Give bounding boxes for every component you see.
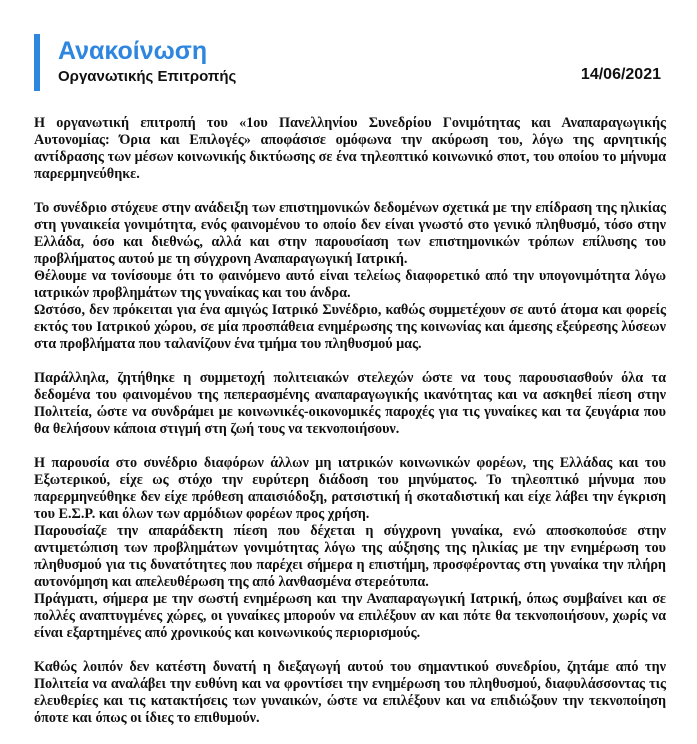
paragraph-line: Πράγματι, σήμερα με την σωστή ενημέρωση και την Αναπαραγωγική Ιατρική, όπως συμβαίνει και σε πολλές αναπτυγμένες χώρες, οι γυναίκες μπορούν να επιλέξουν αν και πότε θα τεκνοποιήσουν, χωρίς να είναι εξαρτημένες από χρονικούς και κοινωνικούς περιορισμούς. xyxy=(34,591,666,641)
paragraph-line: Παράλληλα, ζητήθηκε η συμμετοχή πολιτειακών στελεχών ώστε να τους παρουσιασθούν όλα τα δεδομένα του φαινομένου της πεπερασμένης αναπαραγωγικής ικανότητας και να ασκηθεί πίεση στην Πολιτεία, ώστε να συνδράμει με κοινωνικές-οικονομικές παροχές για τις γυναίκες και τα ζευγάρια που θα θελήσουν κάποια στιγμή στη ζωή τους να τεκνοποιήσουν. xyxy=(34,370,666,437)
accent-bar xyxy=(34,34,40,91)
paragraph-block xyxy=(34,115,666,183)
announcement-date: 14/06/2021 xyxy=(580,66,661,83)
paragraph-line: Η παρουσία στο συνέδριο διαφόρων άλλων μη ιατρικών κοινωνικών φορέων, της Ελλάδας και του Εξωτερικού, είχε ως στόχο την ευρύτερη διάδοση του μηνύματος. Το τηλεοπτικό μήνυμα που παρερμηνεύθηκε δεν είχε πρόθεση απαισιόδοξη, ρατσιστική ή σκοταδιστική και είχε λάβει την έγκριση του Ε.Σ.Ρ. και όλων των αρμόδιων φορέων προς χρήση. xyxy=(34,455,666,522)
paragraph-line: Το συνέδριο στόχευε στην ανάδειξη των επιστημονικών δεδομένων σχετικά με την επίδραση της ηλικίας στη γυναικεία γονιμότητα, ενός φαινομένου το οποίο δεν είναι γνωστό στο γενικό πληθυσμό, τόσο στην Ελλάδα, όσο και διεθνώς, αλλά και στην παρουσίαση των επιστημονικών τρόπων επίλυσης του προβλήματος αυτού με τη σύγχρονη Αναπαραγωγική Ιατρική. xyxy=(34,200,666,267)
paragraph-block xyxy=(34,370,666,438)
paragraph-line: Καθώς λοιπόν δεν κατέστη δυνατή η διεξαγωγή αυτού του σημαντικού συνεδρίου, ζητάμε από την Πολιτεία να αναλάβει την ευθύνη και να φροντίσει την ενημέρωση του πληθυσμού, διαφυλάσσοντας τις ελευθερίες και τις κατακτήσεις των γυναικών, ώστε να επιλέξουν και να επιδιώξουν την τεκνοποίηση όποτε και όπως οι ίδιες το επιθυμούν. xyxy=(34,659,666,726)
paragraph-line: Παρουσίαζε την απαράδεκτη πίεση που δέχεται η σύγχρονη γυναίκα, ενώ αποσκοπούσε στην αντιμετώπιση των προβλημάτων γονιμότητας λόγω της αύξησης της ηλικίας με την ενημέρωση του πληθυσμού για τις δυνατότητες που παρέχει σήμερα η επιστήμη, προσφέροντας στη γυναίκα την πλήρη αυτονόμηση και απελευθέρωση της από λανθασμένα στερεότυπα. xyxy=(34,523,666,590)
paragraph-line: Θέλουμε να τονίσουμε ότι το φαινόμενο αυτό είναι τελείως διαφορετικό από την υπογονιμότητα λόγω ιατρικών προβλημάτων της γυναίκας και του άνδρα. xyxy=(34,268,666,301)
paragraph-block xyxy=(34,659,666,727)
page-subtitle: Οργανωτικής Επιτροπής xyxy=(58,68,237,85)
page-title: Ανακοίνωση xyxy=(58,37,208,65)
announcement-body xyxy=(34,115,666,744)
paragraph-block xyxy=(34,455,666,642)
paragraph-line: Ωστόσο, δεν πρόκειται για ένα αμιγώς Ιατρικό Συνέδριο, καθώς συμμετέχουν σε αυτό άτομα και φορείς εκτός του Ιατρικού χώρου, σε μία προσπάθεια ενημέρωσης της κοινωνίας και άμεσης εξεύρεσης λύσεων στα προβλήματα που ταλανίζουν ένα τμήμα του πληθυσμού μας. xyxy=(34,302,666,352)
paragraph-block xyxy=(34,200,666,353)
paragraph-line: Η οργανωτική επιτροπή του «1ου Πανελληνίου Συνεδρίου Γονιμότητας και Αναπαραγωγικής Αυτονομίας: Όρια και Επιλογές» αποφάσισε ομόφωνα την ακύρωση του, λόγω της αρνητικής αντίδρασης των μέσων κοινωνικής δικτύωσης σε ένα τηλεοπτικό κοινωνικό σποτ, του οποίου το μήνυμα παρερμηνεύθηκε. xyxy=(34,115,666,182)
